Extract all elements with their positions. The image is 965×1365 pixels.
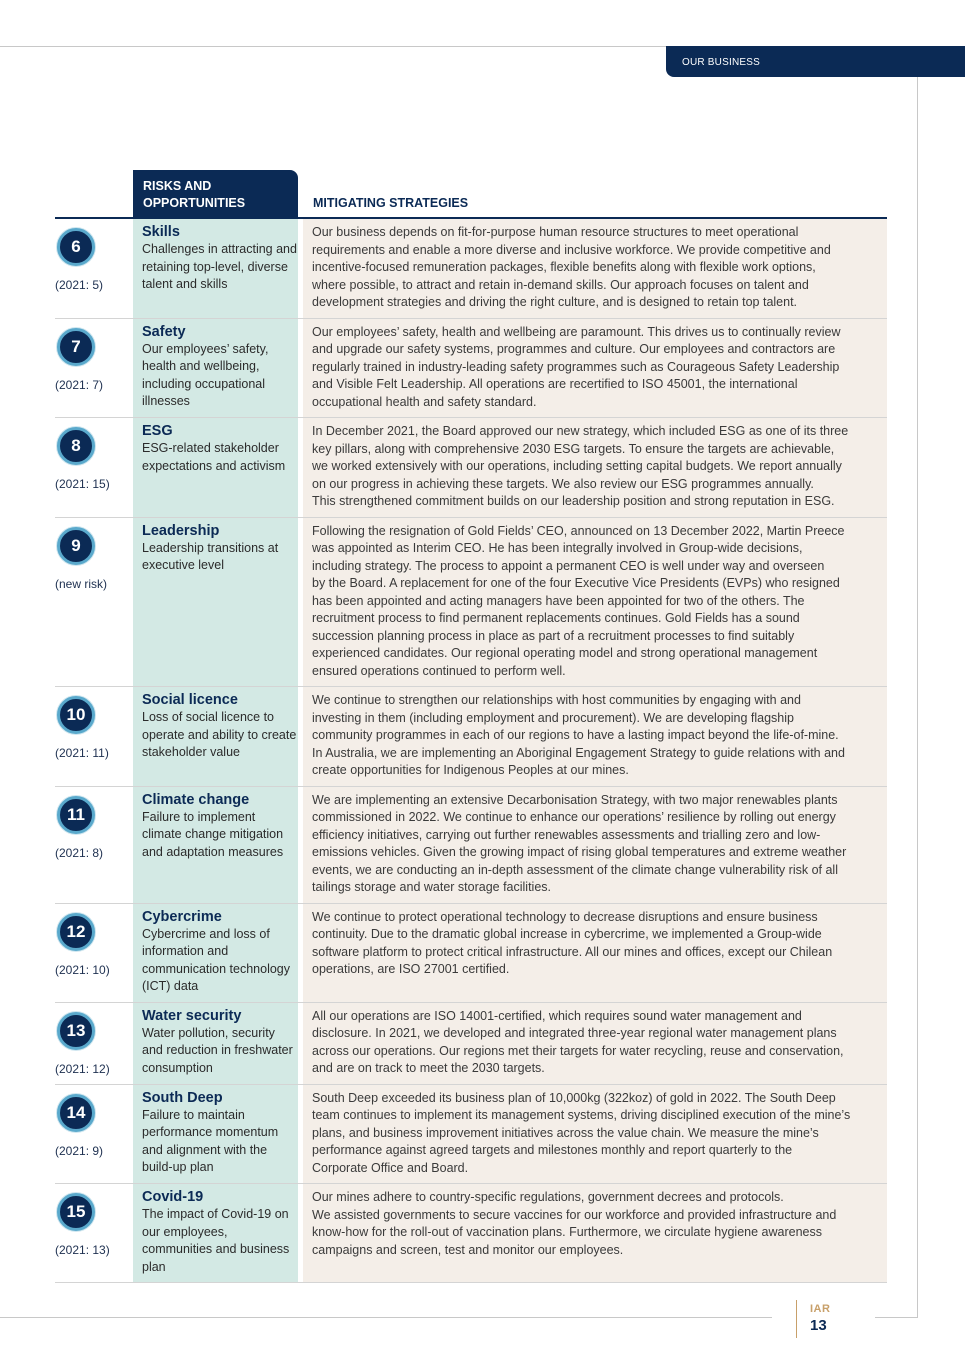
mitigation-line: software platform to protect critical infrastructure. All our mines and offices, except our Chilean bbox=[312, 944, 833, 959]
mitigation-line: succession planning process in place as part of a recruitment processes to find suitably bbox=[312, 628, 795, 643]
mitigation-text bbox=[312, 792, 883, 897]
mitigation-text bbox=[312, 692, 883, 780]
previous-ranking: (2021: 13) bbox=[55, 1243, 110, 1257]
table-row bbox=[55, 219, 887, 319]
risk-cell bbox=[133, 518, 298, 687]
risk-number-badge: 14 bbox=[57, 1094, 95, 1132]
mitigation-cell bbox=[303, 518, 887, 687]
mitigation-line: recruitment process to find permanent replacements continues. Gold Fields has a sound bbox=[312, 611, 800, 625]
mitigation-line: We are implementing an extensive Decarbonisation Strategy, with two major renewables plants bbox=[312, 792, 838, 807]
risk-title: Skills bbox=[142, 224, 180, 240]
mitigation-line: experienced candidates. Our regional operating model and strong operational management bbox=[312, 646, 818, 660]
previous-ranking: (new risk) bbox=[55, 576, 108, 591]
risk-number-cell bbox=[55, 904, 133, 1002]
risk-description: Water pollution, security and reduction in freshwater consumption bbox=[142, 1025, 293, 1075]
mitigation-line: key pillars, along with comprehensive 2030 ESG targets. To ensure the targets are achievable, bbox=[312, 441, 835, 456]
risk-title: South Deep bbox=[142, 1089, 223, 1106]
risk-number-cell bbox=[55, 1003, 133, 1084]
risk-number-badge: 10 bbox=[57, 696, 95, 734]
mitigation-line: requirements and enable a more diverse and inclusive workforce. We provide competitive and bbox=[312, 242, 831, 257]
risk-description: ESG-related stakeholder expectations and activism bbox=[142, 441, 286, 473]
mitigation-cell bbox=[303, 904, 887, 1002]
section-tab: OUR BUSINESS bbox=[666, 46, 965, 77]
risk-title: Covid-19 bbox=[142, 1189, 204, 1205]
mitigation-line: Following the resignation of Gold Fields’ CEO, announced on 13 December 2022, Martin Preece bbox=[312, 523, 845, 538]
mitigation-cell bbox=[303, 418, 887, 517]
mitigation-text bbox=[312, 324, 883, 412]
right-rule bbox=[917, 46, 918, 1318]
mitigation-line: create opportunities for Indigenous Peoples at our mines. bbox=[312, 763, 629, 777]
risk-cell bbox=[133, 418, 298, 517]
mitigation-line: including strategy. The process to appoint a permanent CEO is well under way and overseen bbox=[312, 558, 825, 573]
risk-cell bbox=[133, 219, 298, 318]
mitigation-line: and are on track to meet the 2030 targets. bbox=[312, 1061, 545, 1075]
risk-number-cell bbox=[55, 319, 133, 418]
risk-number-badge: 8 bbox=[57, 427, 95, 465]
risk-description: Our employees’ safety, health and wellbeing, including occupational illnesses bbox=[142, 341, 269, 408]
table-row bbox=[55, 319, 887, 419]
risk-cell bbox=[133, 904, 298, 1002]
mitigation-text bbox=[312, 1008, 883, 1078]
previous-ranking: (2021: 9) bbox=[55, 1143, 104, 1158]
previous-ranking: (2021: 8) bbox=[55, 845, 104, 860]
mitigation-line: In December 2021, the Board approved our new strategy, which included ESG as one of its three bbox=[312, 424, 849, 438]
risk-title: Climate change bbox=[142, 791, 250, 808]
risks-header-line: RISKS AND bbox=[143, 179, 212, 193]
previous-ranking: (2021: 12) bbox=[55, 1061, 110, 1076]
risk-cell bbox=[133, 1184, 298, 1282]
mitigation-text bbox=[312, 1090, 883, 1178]
mitigation-line: commissioned in 2022. We continue to enhance our operations’ resilience by rolling out energy bbox=[312, 810, 836, 824]
mitigation-cell bbox=[303, 687, 887, 786]
mitigation-line: know-how for the roll-out of vaccination plans. Furthermore, we circulate hygiene awareness bbox=[312, 1225, 822, 1239]
mitigation-cell bbox=[303, 1003, 887, 1084]
risk-number-badge: 11 bbox=[57, 796, 95, 834]
mitigation-line: disclosure. In 2021, we developed and integrated three-year regional water management plans bbox=[312, 1026, 837, 1040]
mitigating-column-header: MITIGATING STRATEGIES bbox=[313, 196, 469, 210]
risk-description: The impact of Covid-19 on our employees, communities and business plan bbox=[142, 1207, 290, 1274]
mitigation-line: was appointed as Interim CEO. He has been integrally involved in Group-wide decisions, bbox=[312, 541, 803, 555]
risk-number-badge: 6 bbox=[57, 228, 95, 266]
risk-cell bbox=[133, 687, 298, 786]
page-number: 13 bbox=[810, 1317, 827, 1334]
risk-description: Cybercrime and loss of information and communication technology (ICT) data bbox=[142, 926, 290, 993]
mitigation-line: All our operations are ISO 14001-certified, which requires sound water management and bbox=[312, 1008, 802, 1023]
mitigation-line: plans, and business improvement initiatives across the value chain. We measure the mine’s bbox=[312, 1125, 819, 1140]
mitigation-line: operations, are ISO 27001 certified. bbox=[312, 962, 510, 976]
table-row bbox=[55, 1085, 887, 1185]
risk-number-cell bbox=[55, 518, 133, 687]
risk-description: Leadership transitions at executive level bbox=[142, 540, 279, 572]
mitigation-line: and upgrade our safety systems, programmes and culture. Our employees and contractors are bbox=[312, 342, 836, 356]
mitigation-line: has been appointed and acting managers have been appointed for two of the others. The bbox=[312, 593, 805, 608]
mitigation-line: community programmes in each of our regions to have a lasting impact beyond the life-of-mine. bbox=[312, 728, 839, 742]
risk-title: Safety bbox=[142, 323, 186, 340]
mitigation-line: and Visible Felt Leadership. All operations are recertified to ISO 45001, the international bbox=[312, 377, 798, 391]
risk-description: Challenges in attracting and retaining top-level, diverse talent and skills bbox=[142, 242, 297, 291]
mitigation-line: efficiency initiatives, carrying out further renewables assessments and trialling zero and low- bbox=[312, 827, 821, 842]
mitigation-line: across our operations. Our regions met their targets for water recycling, reuse and conservation, bbox=[312, 1043, 844, 1058]
previous-ranking: (2021: 5) bbox=[55, 278, 104, 292]
mitigation-line: team continues to implement its management systems, driving disciplined execution of the mine’s bbox=[312, 1108, 851, 1122]
mitigation-line: South Deep exceeded its business plan of 10,000kg (322koz) of gold in 2022. The South Deep bbox=[312, 1090, 836, 1105]
mitigation-line: emissions vehicles. Given the growing impact of rising global temperatures and extreme weather bbox=[312, 845, 847, 859]
mitigation-text bbox=[312, 523, 883, 681]
risk-number-cell bbox=[55, 1085, 133, 1184]
mitigation-line: we worked extensively with our operations, including setting capital budgets. We report annually bbox=[312, 459, 842, 473]
risk-table bbox=[55, 219, 887, 1283]
bottom-rule bbox=[0, 1317, 772, 1318]
mitigation-cell bbox=[303, 319, 887, 418]
mitigation-line: by the Board. A replacement for one of the four Executive Vice Presidents (EVPs) who resigned bbox=[312, 576, 840, 590]
table-row bbox=[55, 518, 887, 688]
mitigation-line: on our progress in achieving these targets. We also review our ESG programmes annually. bbox=[312, 476, 814, 491]
table-row bbox=[55, 418, 887, 518]
table-row bbox=[55, 1003, 887, 1085]
mitigation-line: We continue to strengthen our relationships with host communities by engaging with and bbox=[312, 693, 801, 707]
risk-title: Leadership bbox=[142, 522, 220, 539]
risk-number-cell bbox=[55, 787, 133, 903]
mitigation-line: investing in them (including employment and procurement). We are developing flagship bbox=[312, 710, 794, 725]
mitigation-line: regularly trained in industry-leading safety programmes such as Courageous Safety Leadership bbox=[312, 359, 840, 374]
mitigation-text bbox=[312, 224, 883, 312]
risk-number-cell bbox=[55, 687, 133, 786]
risk-title: Cybercrime bbox=[142, 908, 222, 925]
mitigation-line: Corporate Office and Board. bbox=[312, 1160, 469, 1175]
risk-title: ESG bbox=[142, 423, 173, 439]
mitigation-cell bbox=[303, 1184, 887, 1282]
mitigation-line: development strategies and driving the right culture, and is designed to retain top talent. bbox=[312, 295, 798, 309]
risk-number-badge: 13 bbox=[57, 1012, 95, 1050]
risk-description: Failure to implement climate change mitigation and adaptation measures bbox=[142, 809, 284, 859]
mitigation-line: ensured operations continued to perform well. bbox=[312, 663, 566, 678]
risk-number-badge: 7 bbox=[57, 328, 95, 366]
table-row bbox=[55, 904, 887, 1003]
risk-number-cell bbox=[55, 418, 133, 517]
risk-number-badge: 15 bbox=[57, 1193, 95, 1231]
bottom-rule bbox=[875, 1317, 918, 1318]
mitigation-line: Our employees’ safety, health and wellbeing are paramount. This drives us to continually review bbox=[312, 324, 841, 339]
mitigation-line: where possible, to attract and retain in-demand skills. Our approach focuses on talent and bbox=[312, 277, 809, 292]
risk-description: Failure to maintain performance momentum and alignment with the build-up plan bbox=[142, 1107, 279, 1174]
risk-cell bbox=[133, 1085, 298, 1184]
mitigation-text bbox=[312, 909, 883, 979]
previous-ranking: (2021: 15) bbox=[55, 477, 110, 491]
previous-ranking: (2021: 7) bbox=[55, 377, 104, 392]
mitigation-line: incentive-focused remuneration packages, flexible benefits along with flexible work options, bbox=[312, 260, 816, 274]
risks-header-line: OPPORTUNITIES bbox=[143, 196, 246, 210]
mitigation-cell bbox=[303, 787, 887, 903]
previous-ranking: (2021: 10) bbox=[55, 962, 110, 977]
mitigation-line: occupational health and safety standard. bbox=[312, 394, 537, 409]
risk-number-cell bbox=[55, 219, 133, 318]
mitigation-line: We assisted governments to secure vaccines for our workforce and provided infrastructure and bbox=[312, 1207, 837, 1222]
risk-cell bbox=[133, 1003, 298, 1084]
risk-number-badge: 9 bbox=[57, 527, 95, 565]
risk-number-cell bbox=[55, 1184, 133, 1282]
risk-cell bbox=[133, 319, 298, 418]
risk-description: Loss of social licence to operate and ability to create stakeholder value bbox=[142, 710, 297, 759]
page-footer bbox=[796, 1300, 830, 1338]
mitigation-line: Our business depends on fit-for-purpose human resource structures to meet operational bbox=[312, 225, 799, 239]
table-row bbox=[55, 687, 887, 787]
mitigation-line: Our mines adhere to country-specific regulations, government decrees and protocols. bbox=[312, 1190, 784, 1204]
previous-ranking: (2021: 11) bbox=[55, 746, 109, 760]
mitigation-text bbox=[312, 423, 883, 511]
risks-column-header bbox=[133, 170, 298, 217]
mitigation-line: events, we are conducting an in-depth assessment of the climate change vulnerability risk of all bbox=[312, 862, 838, 877]
risk-number-badge: 12 bbox=[57, 913, 95, 951]
mitigation-line: campaigns and screen, test and monitor our employees. bbox=[312, 1242, 624, 1257]
risk-title: Social licence bbox=[142, 692, 238, 708]
mitigation-line: continuity. Due to the dramatic global increase in cybercrime, we implemented a Group-wide bbox=[312, 927, 822, 941]
mitigation-line: tailings storage and water storage facilities. bbox=[312, 880, 552, 894]
risk-title: Water security bbox=[142, 1007, 242, 1024]
mitigation-line: performance against agreed targets and milestones monthly and report quarterly to the bbox=[312, 1143, 793, 1157]
footer-label: IAR bbox=[810, 1303, 831, 1315]
mitigation-line: This strengthened commitment builds on our leadership position and strong reputation in ESG. bbox=[312, 494, 835, 508]
risk-cell bbox=[133, 787, 298, 903]
mitigation-line: In Australia, we are implementing an Aboriginal Engagement Strategy to guide relations with and bbox=[312, 745, 845, 760]
mitigation-text bbox=[312, 1189, 883, 1259]
mitigation-cell bbox=[303, 219, 887, 318]
mitigation-cell bbox=[303, 1085, 887, 1184]
table-row bbox=[55, 1184, 887, 1283]
mitigation-line: We continue to protect operational technology to decrease disruptions and ensure business bbox=[312, 909, 818, 924]
table-row bbox=[55, 787, 887, 904]
